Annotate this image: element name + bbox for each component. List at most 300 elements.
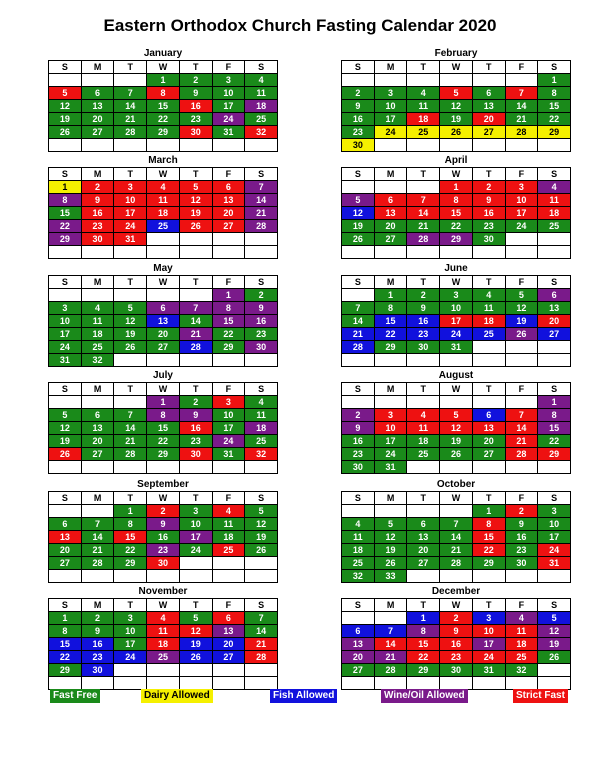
empty-cell — [506, 74, 539, 87]
empty-cell — [407, 461, 440, 474]
day-cell: 15 — [538, 100, 571, 113]
day-cell: 17 — [213, 422, 246, 435]
empty-cell — [82, 139, 115, 152]
weekday-header: S — [538, 492, 571, 505]
weekday-header: M — [375, 61, 408, 74]
day-cell: 16 — [180, 422, 213, 435]
day-cell: 6 — [82, 87, 115, 100]
weekday-header: T — [473, 599, 506, 612]
weekday-header: T — [473, 492, 506, 505]
day-cell: 24 — [114, 651, 147, 664]
day-cell: 31 — [213, 448, 246, 461]
day-cell: 17 — [114, 207, 147, 220]
weekday-header: F — [506, 492, 539, 505]
day-cell: 25 — [407, 448, 440, 461]
day-cell: 2 — [473, 181, 506, 194]
month-october — [341, 478, 571, 583]
day-cell: 11 — [147, 194, 180, 207]
day-cell: 6 — [213, 612, 246, 625]
weekday-header: F — [506, 276, 539, 289]
weekday-header: S — [49, 492, 82, 505]
day-cell: 26 — [245, 544, 278, 557]
day-cell: 12 — [440, 422, 473, 435]
empty-cell — [49, 139, 82, 152]
day-cell: 20 — [213, 207, 246, 220]
day-cell: 16 — [506, 531, 539, 544]
day-cell: 13 — [473, 100, 506, 113]
day-cell: 20 — [473, 113, 506, 126]
weekday-header: F — [506, 599, 539, 612]
empty-cell — [180, 570, 213, 583]
day-cell: 31 — [114, 233, 147, 246]
day-cell: 21 — [342, 328, 375, 341]
weekday-header: F — [213, 61, 246, 74]
empty-cell — [407, 570, 440, 583]
day-cell: 16 — [342, 113, 375, 126]
day-cell: 31 — [375, 461, 408, 474]
day-cell: 30 — [407, 341, 440, 354]
day-cell: 26 — [440, 448, 473, 461]
empty-cell — [440, 139, 473, 152]
weekday-header: S — [49, 383, 82, 396]
day-cell: 5 — [375, 518, 408, 531]
day-cell: 20 — [82, 113, 115, 126]
day-cell: 2 — [506, 505, 539, 518]
weekday-header: S — [245, 276, 278, 289]
day-cell: 10 — [538, 518, 571, 531]
empty-cell — [407, 505, 440, 518]
empty-cell — [114, 664, 147, 677]
day-cell: 6 — [407, 518, 440, 531]
weekday-header: F — [213, 492, 246, 505]
weekday-header: T — [473, 168, 506, 181]
day-cell: 20 — [147, 328, 180, 341]
month-day-grid — [341, 60, 571, 152]
day-cell: 21 — [440, 544, 473, 557]
day-cell: 28 — [375, 664, 408, 677]
month-name: March — [148, 155, 178, 166]
day-cell: 4 — [245, 396, 278, 409]
day-cell: 26 — [49, 448, 82, 461]
day-cell: 18 — [245, 100, 278, 113]
day-cell: 27 — [82, 126, 115, 139]
weekday-header: T — [180, 276, 213, 289]
day-cell: 4 — [473, 289, 506, 302]
empty-cell — [407, 181, 440, 194]
empty-cell — [213, 233, 246, 246]
empty-cell — [49, 570, 82, 583]
day-cell: 14 — [114, 100, 147, 113]
day-cell: 26 — [49, 126, 82, 139]
day-cell: 23 — [82, 651, 115, 664]
day-cell: 9 — [82, 194, 115, 207]
empty-cell — [506, 461, 539, 474]
weekday-header: W — [440, 276, 473, 289]
empty-cell — [213, 139, 246, 152]
day-cell: 1 — [473, 505, 506, 518]
empty-cell — [473, 246, 506, 259]
day-cell: 28 — [440, 557, 473, 570]
empty-cell — [49, 289, 82, 302]
day-cell: 3 — [375, 409, 408, 422]
empty-cell — [213, 677, 246, 690]
empty-cell — [342, 396, 375, 409]
day-cell: 30 — [180, 448, 213, 461]
day-cell: 6 — [49, 518, 82, 531]
day-cell: 15 — [440, 207, 473, 220]
day-cell: 21 — [245, 207, 278, 220]
empty-cell — [538, 246, 571, 259]
day-cell: 30 — [506, 557, 539, 570]
day-cell: 25 — [342, 557, 375, 570]
weekday-header: M — [375, 599, 408, 612]
empty-cell — [440, 246, 473, 259]
day-cell: 15 — [473, 531, 506, 544]
day-cell: 30 — [82, 233, 115, 246]
empty-cell — [473, 341, 506, 354]
empty-cell — [538, 139, 571, 152]
day-cell: 25 — [147, 220, 180, 233]
day-cell: 19 — [506, 315, 539, 328]
day-cell: 11 — [407, 422, 440, 435]
day-cell: 8 — [213, 302, 246, 315]
weekday-header: W — [147, 492, 180, 505]
day-cell: 20 — [342, 651, 375, 664]
day-cell: 19 — [342, 220, 375, 233]
day-cell: 4 — [147, 612, 180, 625]
empty-cell — [440, 354, 473, 367]
day-cell: 5 — [506, 289, 539, 302]
day-cell: 12 — [538, 625, 571, 638]
day-cell: 3 — [375, 87, 408, 100]
day-cell: 8 — [440, 194, 473, 207]
day-cell: 16 — [82, 207, 115, 220]
day-cell: 10 — [213, 409, 246, 422]
empty-cell — [82, 570, 115, 583]
day-cell: 1 — [538, 396, 571, 409]
day-cell: 24 — [538, 544, 571, 557]
day-cell: 21 — [407, 220, 440, 233]
day-cell: 8 — [114, 518, 147, 531]
day-cell: 9 — [407, 302, 440, 315]
weekday-header: S — [342, 168, 375, 181]
day-cell: 2 — [245, 289, 278, 302]
day-cell: 16 — [440, 638, 473, 651]
month-april — [341, 154, 571, 259]
day-cell: 14 — [342, 315, 375, 328]
empty-cell — [114, 246, 147, 259]
day-cell: 24 — [114, 220, 147, 233]
day-cell: 22 — [538, 435, 571, 448]
day-cell: 7 — [245, 612, 278, 625]
day-cell: 19 — [49, 435, 82, 448]
day-cell: 10 — [114, 194, 147, 207]
day-cell: 27 — [82, 448, 115, 461]
day-cell: 25 — [147, 651, 180, 664]
day-cell: 15 — [538, 422, 571, 435]
day-cell: 4 — [407, 87, 440, 100]
day-cell: 10 — [506, 194, 539, 207]
day-cell: 1 — [49, 181, 82, 194]
weekday-header: S — [538, 383, 571, 396]
empty-cell — [538, 461, 571, 474]
day-cell: 32 — [245, 448, 278, 461]
empty-cell — [407, 139, 440, 152]
empty-cell — [407, 354, 440, 367]
day-cell: 6 — [342, 625, 375, 638]
day-cell: 22 — [49, 220, 82, 233]
day-cell: 21 — [82, 544, 115, 557]
day-cell: 33 — [375, 570, 408, 583]
day-cell: 11 — [245, 409, 278, 422]
day-cell: 16 — [82, 638, 115, 651]
day-cell: 13 — [49, 531, 82, 544]
month-day-grid — [341, 275, 571, 367]
day-cell: 28 — [245, 651, 278, 664]
month-day-grid — [48, 167, 278, 259]
day-cell: 14 — [375, 638, 408, 651]
day-cell: 2 — [82, 612, 115, 625]
empty-cell — [342, 246, 375, 259]
day-cell: 31 — [213, 126, 246, 139]
day-cell: 17 — [473, 638, 506, 651]
day-cell: 13 — [342, 638, 375, 651]
day-cell: 27 — [49, 557, 82, 570]
day-cell: 9 — [473, 194, 506, 207]
day-cell: 24 — [213, 435, 246, 448]
empty-cell — [49, 246, 82, 259]
day-cell: 17 — [180, 531, 213, 544]
day-cell: 10 — [114, 625, 147, 638]
day-cell: 6 — [375, 194, 408, 207]
weekday-header: W — [147, 168, 180, 181]
empty-cell — [538, 341, 571, 354]
weekday-header: S — [538, 61, 571, 74]
empty-cell — [213, 461, 246, 474]
day-cell: 9 — [342, 422, 375, 435]
day-cell: 15 — [49, 207, 82, 220]
empty-cell — [213, 664, 246, 677]
weekday-header: W — [440, 168, 473, 181]
empty-cell — [473, 570, 506, 583]
day-cell: 6 — [147, 302, 180, 315]
day-cell: 23 — [180, 435, 213, 448]
day-cell: 17 — [506, 207, 539, 220]
day-cell: 30 — [342, 461, 375, 474]
weekday-header: F — [506, 383, 539, 396]
empty-cell — [49, 396, 82, 409]
day-cell: 9 — [180, 409, 213, 422]
day-cell: 2 — [342, 87, 375, 100]
empty-cell — [180, 289, 213, 302]
day-cell: 10 — [49, 315, 82, 328]
day-cell: 27 — [473, 448, 506, 461]
day-cell: 5 — [180, 612, 213, 625]
weekday-header: T — [114, 599, 147, 612]
empty-cell — [342, 181, 375, 194]
day-cell: 12 — [245, 518, 278, 531]
month-name: February — [434, 48, 478, 59]
month-day-grid — [341, 167, 571, 259]
weekday-header: T — [114, 276, 147, 289]
day-cell: 27 — [473, 126, 506, 139]
weekday-header: T — [473, 276, 506, 289]
day-cell: 19 — [440, 113, 473, 126]
day-cell: 10 — [375, 100, 408, 113]
day-cell: 18 — [147, 638, 180, 651]
day-cell: 29 — [538, 126, 571, 139]
day-cell: 26 — [440, 126, 473, 139]
weekday-header: W — [440, 61, 473, 74]
empty-cell — [147, 354, 180, 367]
day-cell: 22 — [473, 544, 506, 557]
day-cell: 2 — [180, 74, 213, 87]
empty-cell — [473, 396, 506, 409]
day-cell: 21 — [506, 113, 539, 126]
day-cell: 2 — [180, 396, 213, 409]
weekday-header: W — [440, 599, 473, 612]
weekday-header: S — [342, 599, 375, 612]
day-cell: 6 — [213, 181, 246, 194]
day-cell: 25 — [82, 341, 115, 354]
day-cell: 4 — [82, 302, 115, 315]
day-cell: 13 — [473, 422, 506, 435]
day-cell: 14 — [82, 531, 115, 544]
day-cell: 16 — [245, 315, 278, 328]
day-cell: 11 — [213, 518, 246, 531]
day-cell: 24 — [506, 220, 539, 233]
month-july — [48, 369, 278, 474]
day-cell: 18 — [538, 207, 571, 220]
weekday-header: S — [245, 61, 278, 74]
day-cell: 16 — [473, 207, 506, 220]
month-march — [48, 154, 278, 259]
empty-cell — [375, 246, 408, 259]
day-cell: 24 — [375, 448, 408, 461]
day-cell: 1 — [440, 181, 473, 194]
weekday-header: W — [147, 276, 180, 289]
month-day-grid — [48, 598, 278, 690]
day-cell: 22 — [407, 651, 440, 664]
day-cell: 7 — [440, 518, 473, 531]
day-cell: 23 — [506, 544, 539, 557]
day-cell: 10 — [213, 87, 246, 100]
empty-cell — [375, 74, 408, 87]
empty-cell — [147, 289, 180, 302]
day-cell: 2 — [82, 181, 115, 194]
weekday-header: S — [49, 599, 82, 612]
weekday-header: M — [82, 492, 115, 505]
empty-cell — [375, 139, 408, 152]
day-cell: 28 — [407, 233, 440, 246]
empty-cell — [49, 461, 82, 474]
day-cell: 19 — [440, 435, 473, 448]
weekday-header: M — [82, 168, 115, 181]
day-cell: 23 — [440, 651, 473, 664]
day-cell: 28 — [245, 220, 278, 233]
day-cell: 8 — [147, 409, 180, 422]
day-cell: 10 — [375, 422, 408, 435]
day-cell: 5 — [114, 302, 147, 315]
day-cell: 3 — [49, 302, 82, 315]
weekday-header: F — [213, 383, 246, 396]
empty-cell — [538, 570, 571, 583]
weekday-header: S — [538, 276, 571, 289]
day-cell: 1 — [147, 396, 180, 409]
month-june — [341, 262, 571, 367]
day-cell: 4 — [342, 518, 375, 531]
weekday-header: M — [82, 276, 115, 289]
day-cell: 5 — [342, 194, 375, 207]
day-cell: 11 — [473, 302, 506, 315]
day-cell: 7 — [342, 302, 375, 315]
day-cell: 11 — [342, 531, 375, 544]
day-cell: 30 — [82, 664, 115, 677]
day-cell: 14 — [506, 422, 539, 435]
empty-cell — [473, 74, 506, 87]
empty-cell — [213, 246, 246, 259]
weekday-header: T — [473, 61, 506, 74]
day-cell: 30 — [180, 126, 213, 139]
empty-cell — [375, 181, 408, 194]
month-december — [341, 585, 571, 690]
empty-cell — [114, 289, 147, 302]
day-cell: 5 — [440, 409, 473, 422]
day-cell: 9 — [342, 100, 375, 113]
empty-cell — [440, 396, 473, 409]
day-cell: 12 — [375, 531, 408, 544]
day-cell: 5 — [245, 505, 278, 518]
day-cell: 28 — [114, 448, 147, 461]
empty-cell — [245, 664, 278, 677]
weekday-header: M — [375, 276, 408, 289]
day-cell: 18 — [147, 207, 180, 220]
month-day-grid — [341, 598, 571, 690]
day-cell: 23 — [407, 328, 440, 341]
month-name: December — [431, 586, 481, 597]
empty-cell — [440, 461, 473, 474]
empty-cell — [147, 139, 180, 152]
empty-cell — [180, 664, 213, 677]
weekday-header: W — [147, 383, 180, 396]
month-day-grid — [48, 382, 278, 474]
day-cell: 30 — [342, 139, 375, 152]
empty-cell — [114, 461, 147, 474]
day-cell: 25 — [245, 113, 278, 126]
empty-cell — [82, 505, 115, 518]
month-day-grid — [48, 491, 278, 583]
day-cell: 7 — [114, 409, 147, 422]
day-cell: 13 — [213, 194, 246, 207]
day-cell: 1 — [375, 289, 408, 302]
empty-cell — [473, 461, 506, 474]
day-cell: 28 — [82, 557, 115, 570]
day-cell: 15 — [114, 531, 147, 544]
empty-cell — [440, 570, 473, 583]
weekday-header: T — [407, 168, 440, 181]
weekday-header: F — [506, 61, 539, 74]
weekday-header: T — [180, 168, 213, 181]
day-cell: 4 — [245, 74, 278, 87]
weekday-header: W — [147, 61, 180, 74]
weekday-header: T — [473, 383, 506, 396]
day-cell: 4 — [506, 612, 539, 625]
weekday-header: S — [49, 168, 82, 181]
weekday-header: T — [114, 492, 147, 505]
weekday-header: T — [180, 383, 213, 396]
day-cell: 28 — [506, 448, 539, 461]
weekday-header: S — [342, 276, 375, 289]
